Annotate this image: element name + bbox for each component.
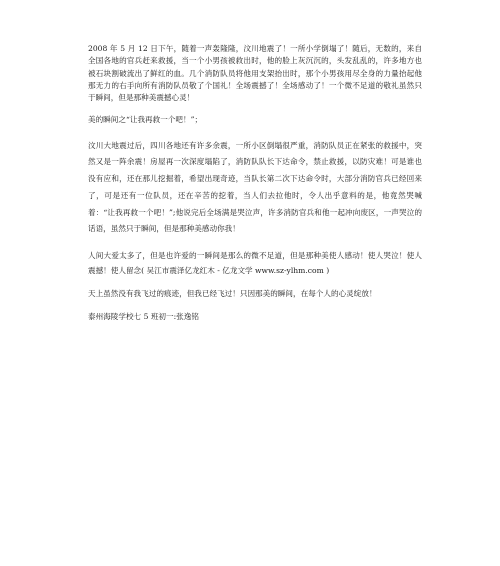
paragraph-wenchuan-earthquake: 2008 年 5 月 12 日下午，随着一声轰隆隆，汶川地震了！一所小学倒塌了！随后，无数的，来自全国各地的官兵赶来救援，当一个小男孩被救出时，他的脸上灰沉沉的，头发乱乱的，许多地方也被石块割破流出了鲜红的血。几个消防队员将他用支架抬出时，那个小男孩用尽全身的力量抬起他那无力的右手向所有消防队员敬了个国礼！全场震撼了！全场感动了！一个微不足道的敬礼虽然只于瞬间，但是那种美震撼心灵！ — [88, 44, 422, 103]
paragraph-aftershock-rescue: 汶川大地震过后，四川各地还有许多余震，一所小区倒塌很严重，消防队员正在紧张的救援中，突然又是一阵余震！房屋再一次深度塌陷了，消防队队长下达命令，禁止救援，以防灾难！可是谁也没有应和，还在那儿挖掘着，希望出现奇迹，当队长第二次下达命令时，大部分消防官兵已经回来了，可是还有一位队员，还在辛苦的挖着，当人们去拉他时，令人出乎意料的是，他竟然哭喊着：“让我再救一个吧！”;他说完后全场满是哭泣声，许多消防官兵和他一起冲向废区，一声哭泣的话语，虽然只于瞬间，但是那种美感动你我！ — [88, 140, 422, 234]
paragraph-flown: 天上虽然没有我飞过的痕迹，但我已经飞过！只因那美的瞬间，在每个人的心灵绽放！ — [88, 289, 377, 299]
document-body — [88, 43, 422, 323]
paragraph-great-love: 人间大爱太多了，但是也许爱的一瞬间是那么的微不足道，但是那种美使人感动！使人哭泣！使人震撼！使人留念( 吴江市震泽亿龙红木 - 亿龙文学 www.sz-ylhm.com ) — [88, 251, 422, 276]
paragraph-subheading: 美的瞬间之“让我再救一个吧！”； — [88, 115, 203, 125]
author-line: 泰州海陵学校七 5 班初一:张逸铭 — [88, 311, 199, 321]
